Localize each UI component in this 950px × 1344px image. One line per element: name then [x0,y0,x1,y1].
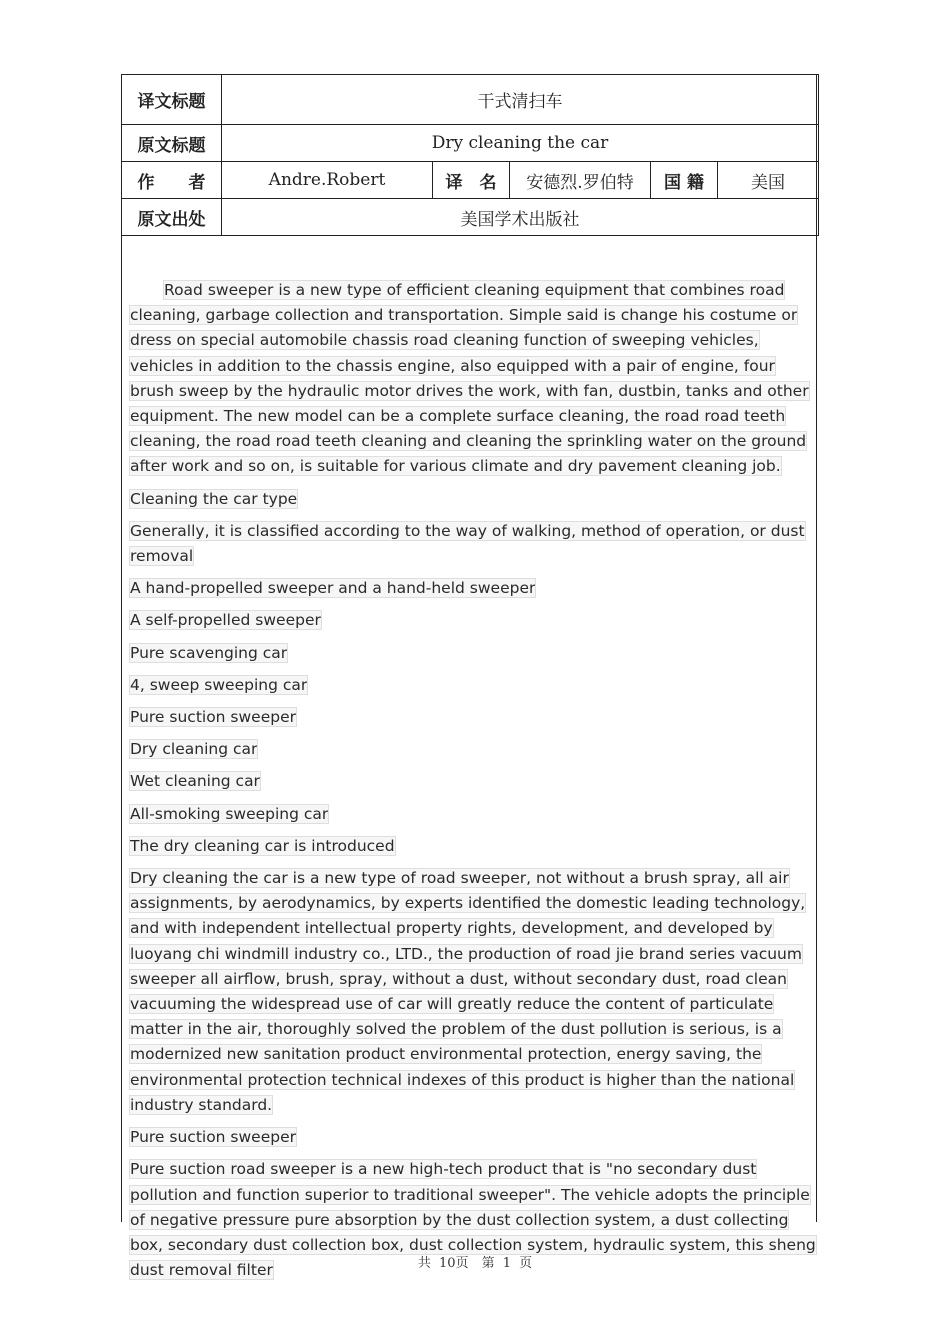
translation-title-label: 译文标题 [122,75,222,125]
list-item-text: Pure scavenging car [130,643,288,662]
list-item-text: All-smoking sweeping car [130,804,329,823]
translated-name-label: 译 名 [433,162,510,199]
paragraph-pure-suction-text: Pure suction road sweeper is a new high-tech product that is "no secondary dust pollution and function superior to traditional sweeper". The vehicle adopts the principle of negative pressure pure absorption by the dust collection system, a dust collecting box, secondary dust collection box, dust collection system, hydraulic system, this sheng dust removal filter [130,1160,816,1280]
paragraph-dry-cleaning-text: Dry cleaning the car is a new type of road sweeper, not without a brush spray, all air assignments, by aerodynamics, by experts identified the domestic leading technology, and with independent intellectual property rights, development, and developed by luoyang chi windmill industry co., LTD., the production of road jie brand series vacuum sweeper all airflow, brush, spray, without a dust, without secondary dust, road clean vacuuming the widespread use of car will greatly reduce the content of particulate matter in the air, thoroughly solved the problem of the dust pollution is serious, is a modernized new sanitation product environmental protection, energy saving, the environmental protection technical indexes of this product is higher than the national industry standard. [130,869,806,1114]
header-table [121,74,819,236]
list-item [130,802,820,827]
paragraph-classification [130,519,820,569]
list-item-text: A self-propelled sweeper [130,611,321,630]
nationality-label: 国 籍 [651,162,718,199]
page-footer: 共 10页 第 1 页 [417,1256,533,1271]
list-item [130,608,820,633]
heading-car-type-text: Cleaning the car type [130,489,298,508]
list-item-text: A hand-propelled sweeper and a hand-held sweeper [130,579,536,598]
heading-car-type [130,487,820,512]
heading-pure-suction-text: Pure suction sweeper [130,1128,297,1147]
paragraph-dry-cleaning [130,866,820,1118]
heading-dry-cleaning-text: The dry cleaning car is introduced [130,836,395,855]
list-item [130,641,820,666]
list-item-text: 4, sweep sweeping car [130,675,308,694]
list-item [130,737,820,762]
author-value: Andre.Robert [222,162,433,199]
source-label: 原文出处 [122,199,222,236]
list-item-text: Wet cleaning car [130,772,260,791]
heading-dry-cleaning [130,834,820,859]
paragraph-intro [130,278,820,480]
list-item [130,673,820,698]
list-item [130,705,820,730]
heading-pure-suction [130,1125,820,1150]
original-title: Dry cleaning the car [222,125,819,162]
original-title-label: 原文标题 [122,125,222,162]
list-item-text: Pure suction sweeper [130,708,297,727]
document-body [130,278,820,1283]
list-item [130,576,820,601]
source-value: 美国学术出版社 [222,199,819,236]
translated-name-value: 安德烈.罗伯特 [510,162,651,199]
list-item-text: Dry cleaning car [130,740,258,759]
nationality-value: 美国 [718,162,819,199]
paragraph-intro-text: Road sweeper is a new type of efficient cleaning equipment that combines road cleaning, garbage collection and transportation. Simple said is change his costume or dress on special automobile chassis road cleaning function of sweeping vehicles, vehicles in addition to the chassis engine, also equipped with a pair of engine, four brush sweep by the hydraulic motor drives the work, with fan, dustbin, tanks and other equipment. The new model can be a complete surface cleaning, the road road teeth cleaning, the road road teeth cleaning and cleaning the sprinkling water on the ground after work and so on, is suitable for various climate and dry pavement cleaning job. [130,281,809,476]
translation-title: 干式清扫车 [222,75,819,125]
list-item [130,769,820,794]
paragraph-classification-text: Generally, it is classified according to the way of walking, method of operation, or dust removal [130,521,805,566]
author-label: 作 者 [122,162,222,199]
